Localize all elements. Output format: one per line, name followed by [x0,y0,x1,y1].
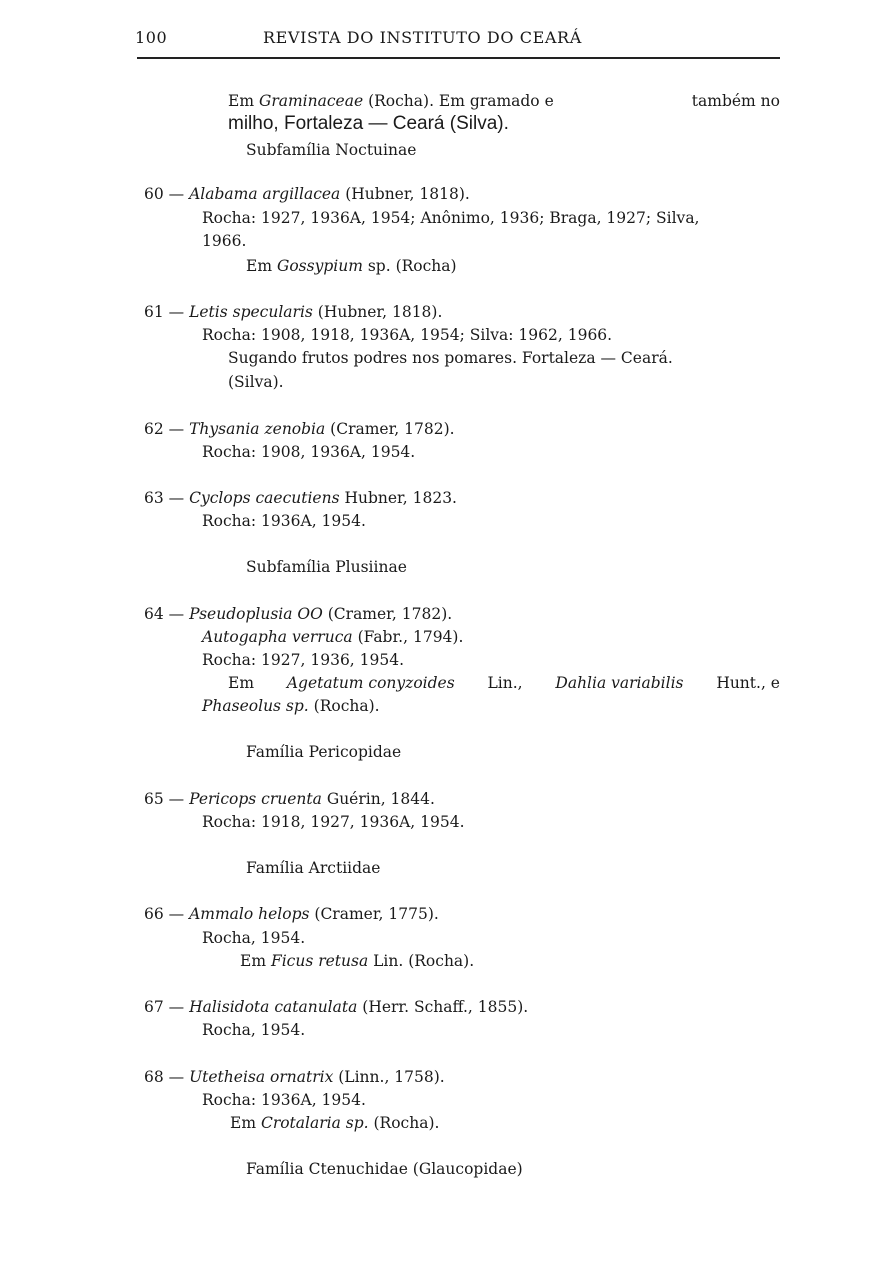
entry-67-title: 67 — Halisidota catanulata (Herr. Schaff., 1855). [144,998,529,1016]
entry-68-title: 68 — Utetheisa ornatrix (Linn., 1758). [144,1068,445,1086]
intro-line-1 [228,91,780,111]
entry-61-note-1: Sugando frutos podres nos pomares. Fortaleza — Ceará. [228,349,673,367]
entry-67-refs: Rocha, 1954. [202,1021,306,1039]
family-pericopidae: Família Pericopidae [246,743,402,761]
intro-line-2: milho, Fortaleza — Ceará (Silva). [228,113,509,134]
species-name: Pseudoplusia OO [189,605,323,623]
entry-64-title: 64 — Pseudoplusia OO (Cramer, 1782). [144,605,453,623]
entry-63-title: 63 — Cyclops caecutiens Hubner, 1823. [144,489,457,507]
entry-61-refs: Rocha: 1908, 1918, 1936A, 1954; Silva: 1962, 1966. [202,326,613,344]
entry-64-synonym: Autogapha verruca (Fabr., 1794). [202,628,464,646]
entry-65-title: 65 — Pericops cruenta Guérin, 1844. [144,790,435,808]
header-rule [137,57,780,59]
entry-60-refs-1: Rocha: 1927, 1936A, 1954; Anônimo, 1936; Braga, 1927; Silva, [202,209,700,227]
entry-64-refs: Rocha: 1927, 1936, 1954. [202,651,405,669]
entry-68-host: Em Crotalaria sp. (Rocha). [230,1114,440,1132]
species-name: Ammalo helops [189,905,310,923]
entry-60-host: Em Gossypium sp. (Rocha) [246,257,457,275]
species-name: Letis specularis [189,303,313,321]
entry-68-refs: Rocha: 1936A, 1954. [202,1091,366,1109]
entry-62-refs: Rocha: 1908, 1936A, 1954. [202,443,416,461]
intro-line-1-left: Em Graminaceae (Rocha). Em gramado e [228,92,554,110]
family-ctenuchidae: Família Ctenuchidae (Glaucopidae) [246,1160,523,1178]
entry-60-title: 60 — Alabama argillacea (Hubner, 1818). [144,185,470,203]
entry-65-refs: Rocha: 1918, 1927, 1936A, 1954. [202,813,465,831]
species-name: Cyclops caecutiens [189,489,340,507]
species-name: Utetheisa ornatrix [189,1068,334,1086]
species-name: Thysania zenobia [189,420,326,438]
page-number: 100 [135,28,168,47]
subfamily-plusiinae: Subfamília Plusiinae [246,558,407,576]
species-name: Alabama argillacea [189,185,341,203]
entry-66-host: Em Ficus retusa Lin. (Rocha). [240,952,475,970]
entry-64-hosts-2: Phaseolus sp. (Rocha). [202,697,380,715]
running-title: REVISTA DO INSTITUTO DO CEARÁ [263,28,582,47]
entry-60-refs-2: 1966. [202,232,247,250]
entry-66-refs: Rocha, 1954. [202,929,306,947]
entry-61-title: 61 — Letis specularis (Hubner, 1818). [144,303,443,321]
species-name: Halisidota catanulata [189,998,358,1016]
entry-61-note-2: (Silva). [228,373,284,391]
subfamily-noctuinae: Subfamília Noctuinae [246,141,417,159]
entry-64-hosts-1: Em Agetatum conyzoides Lin., Dahlia variabilis Hunt., e [228,674,780,692]
host-name: Graminaceae [258,92,364,110]
species-name: Pericops cruenta [189,790,322,808]
family-arctiidae: Família Arctiidae [246,859,381,877]
entry-62-title: 62 — Thysania zenobia (Cramer, 1782). [144,420,455,438]
intro-line-1-right: também no [691,92,780,110]
entry-63-refs: Rocha: 1936A, 1954. [202,512,366,530]
entry-66-title: 66 — Ammalo helops (Cramer, 1775). [144,905,439,923]
